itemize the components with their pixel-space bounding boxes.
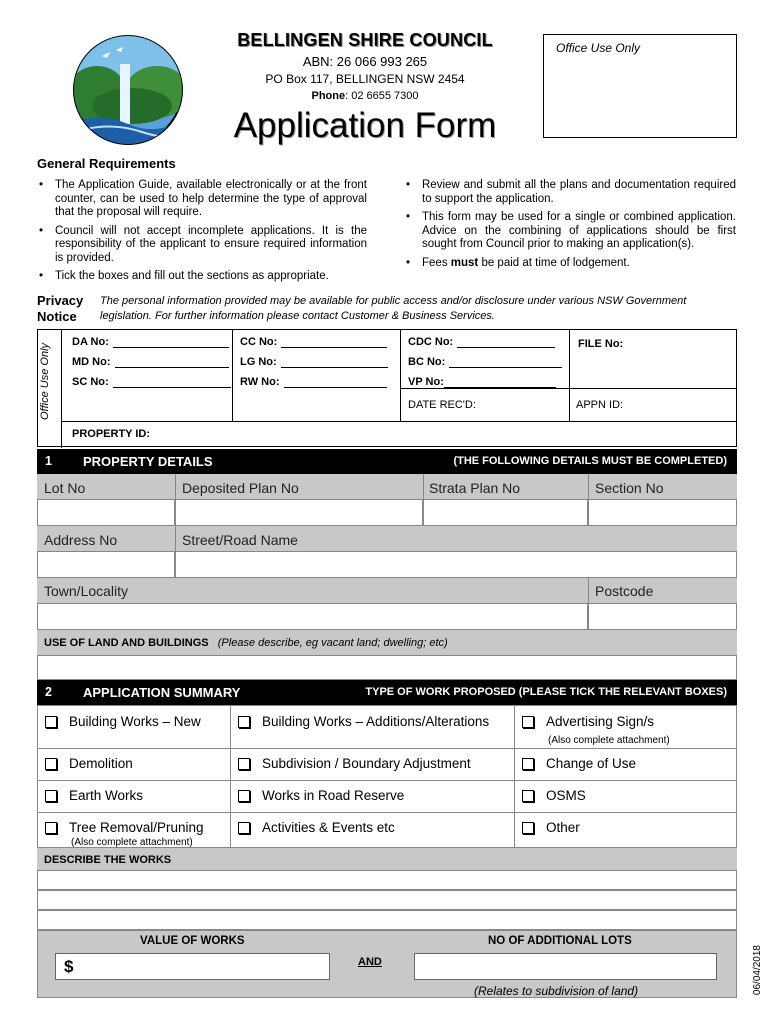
address-no-label: Address No	[44, 532, 118, 548]
checkbox-icon	[522, 758, 534, 770]
vp-no-field[interactable]	[408, 376, 556, 388]
list-item: • This form may be used for a single or combined application. Advice on the combining of applications should be first sought from Council prior to making an application(s).	[404, 211, 736, 252]
describe-line-3[interactable]	[37, 910, 737, 930]
bc-no-field[interactable]	[408, 356, 562, 368]
lg-no-label: LG No:	[240, 356, 277, 368]
tree-attachment-note: (Also complete attachment)	[71, 837, 193, 848]
list-item: • Council will not accept incomplete applications. It is the responsibility of the applicant to ensure required information is provided.	[37, 225, 367, 266]
council-name: BELLINGEN SHIRE COUNCIL	[237, 30, 493, 50]
office-use-grid	[37, 329, 737, 447]
checkbox-icon	[522, 790, 534, 802]
building-works-new-label: Building Works – New	[69, 714, 201, 729]
sc-no-field[interactable]	[72, 376, 231, 388]
value-of-works-label: VALUE OF WORKS	[140, 935, 245, 947]
section-2-number: 2	[45, 685, 52, 699]
use-of-land-label	[44, 637, 448, 649]
describe-works-label: DESCRIBE THE WORKS	[44, 854, 172, 866]
lots-note: (Relates to subdivision of land)	[474, 984, 639, 998]
section-1-title: PROPERTY DETAILS	[83, 454, 213, 469]
property-id-field[interactable]	[72, 428, 150, 440]
deposited-plan-input[interactable]	[175, 499, 423, 526]
checkbox-icon	[45, 716, 57, 728]
cc-no-field[interactable]	[240, 336, 387, 348]
file-no-field[interactable]	[578, 338, 623, 350]
page-title: Application Form	[233, 106, 497, 145]
sc-no-label: SC No:	[72, 376, 109, 388]
other-label: Other	[546, 820, 580, 835]
section-2-note: TYPE OF WORK PROPOSED (PLEASE TICK THE RELEVANT BOXES)	[365, 686, 727, 698]
lot-no-label: Lot No	[44, 480, 86, 496]
property-id-label: PROPERTY ID:	[72, 428, 151, 440]
subdivision-checkbox[interactable]	[238, 756, 471, 771]
da-no-label: DA No:	[72, 336, 109, 348]
demolition-checkbox[interactable]	[45, 756, 133, 771]
section-no-label: Section No	[595, 480, 664, 496]
road-reserve-label: Works in Road Reserve	[262, 788, 405, 803]
strata-plan-input[interactable]	[423, 499, 588, 526]
dp-label: Deposited Plan No	[182, 480, 299, 496]
section-1-header	[37, 449, 737, 474]
road-reserve-checkbox[interactable]	[238, 788, 404, 803]
cdc-no-field[interactable]	[408, 336, 555, 348]
value-of-works-input[interactable]	[55, 953, 330, 980]
and-label: AND	[358, 956, 382, 968]
use-of-land-hint: (Please describe, eg vacant land; dwelling; etc)	[217, 637, 448, 649]
list-item: • Tick the boxes and fill out the sections as appropriate.	[37, 270, 367, 284]
street-label: Street/Road Name	[182, 532, 298, 548]
town-label: Town/Locality	[44, 583, 129, 599]
md-no-field[interactable]	[72, 356, 229, 368]
lg-no-field[interactable]	[240, 356, 388, 368]
phone-label: Phone	[311, 90, 346, 102]
subdivision-label: Subdivision / Boundary Adjustment	[262, 756, 471, 771]
requirements-left	[37, 179, 367, 289]
privacy-label	[37, 293, 83, 325]
advertising-signs-label: Advertising Sign/s	[546, 714, 655, 729]
tree-removal-label: Tree Removal/Pruning	[69, 820, 204, 835]
address-header-bar	[37, 526, 737, 551]
section-no-input[interactable]	[588, 499, 737, 526]
general-requirements-heading: General Requirements	[37, 156, 176, 171]
tree-removal-checkbox[interactable]	[45, 820, 204, 835]
cdc-no-label: CDC No:	[408, 336, 454, 348]
cc-no-label: CC No:	[240, 336, 278, 348]
checkbox-icon	[522, 716, 534, 728]
file-no-label: FILE No:	[578, 338, 624, 350]
office-use-box	[543, 34, 737, 138]
describe-line-2[interactable]	[37, 890, 737, 910]
vp-no-label: VP No:	[408, 376, 444, 388]
rw-no-field[interactable]	[240, 376, 387, 388]
office-use-vertical-label: Office Use Only	[39, 342, 51, 420]
town-input[interactable]	[37, 603, 588, 630]
po-box: PO Box 117, BELLINGEN NSW 2454	[265, 72, 465, 86]
checkbox-icon	[238, 716, 250, 728]
advertising-attachment-note: (Also complete attachment)	[548, 735, 670, 746]
demolition-label: Demolition	[69, 756, 133, 771]
privacy-label-1: Privacy	[37, 293, 84, 308]
postcode-input[interactable]	[588, 603, 737, 630]
phone	[200, 90, 530, 102]
building-works-additions-label: Building Works – Additions/Alterations	[262, 714, 490, 729]
section-2-title: APPLICATION SUMMARY	[83, 685, 241, 700]
checkbox-icon	[45, 758, 57, 770]
change-of-use-checkbox[interactable]	[522, 756, 636, 771]
checkbox-icon	[238, 790, 250, 802]
list-item: • Fees must be paid at time of lodgement.	[404, 257, 736, 271]
dollar-sign: $	[64, 957, 74, 976]
describe-line-1[interactable]	[37, 870, 737, 890]
additional-lots-input[interactable]	[414, 953, 717, 980]
list-item: • Review and submit all the plans and documentation required to support the application.	[404, 179, 736, 206]
osms-checkbox[interactable]	[522, 788, 586, 803]
da-no-field[interactable]	[72, 336, 229, 348]
lot-no-input[interactable]	[37, 499, 175, 526]
checkbox-icon	[45, 822, 57, 834]
checkbox-icon	[238, 758, 250, 770]
office-use-label: Office Use Only	[556, 41, 641, 55]
use-of-land-text: USE OF LAND AND BUILDINGS	[44, 637, 209, 649]
rw-no-label: RW No:	[240, 376, 280, 388]
earth-works-checkbox[interactable]	[45, 788, 143, 803]
appn-id-label: APPN ID:	[576, 399, 624, 411]
list-item: • The Application Guide, available electronically or at the front counter, can be used to help determine the type of approval that the proposal will require.	[37, 179, 367, 220]
abn: ABN: 26 066 993 265	[302, 54, 428, 69]
bc-no-label: BC No:	[408, 356, 446, 368]
phone-value: : 02 6655 7300	[345, 90, 419, 102]
checkbox-icon	[45, 790, 57, 802]
earth-works-label: Earth Works	[69, 788, 144, 803]
section-1-note: (THE FOLLOWING DETAILS MUST BE COMPLETED)	[453, 455, 727, 467]
change-of-use-label: Change of Use	[546, 756, 637, 771]
building-works-additions-checkbox[interactable]	[238, 714, 489, 729]
checkbox-icon	[238, 822, 250, 834]
md-no-label: MD No:	[72, 356, 111, 368]
privacy-label-2: Notice	[37, 309, 77, 324]
strata-label: Strata Plan No	[429, 480, 521, 496]
checkbox-icon	[522, 822, 534, 834]
street-input[interactable]	[175, 551, 737, 578]
osms-label: OSMS	[546, 788, 586, 803]
activities-events-checkbox[interactable]	[238, 820, 395, 835]
advertising-signs-checkbox[interactable]	[522, 714, 654, 729]
building-works-new-checkbox[interactable]	[45, 714, 201, 729]
use-of-land-input[interactable]	[37, 655, 737, 680]
additional-lots-label: NO OF ADDITIONAL LOTS	[488, 935, 632, 947]
requirements-right	[404, 179, 736, 275]
address-no-input[interactable]	[37, 551, 175, 578]
privacy-text: The personal information provided may be available for public access and/or disclosure under various NSW Government legislation. For further information please contact Customer & Business Services.	[100, 295, 687, 322]
date-recd-label: DATE REC'D:	[408, 399, 476, 411]
council-logo	[72, 34, 184, 146]
activities-events-label: Activities & Events etc	[262, 820, 395, 835]
section-1-number: 1	[45, 454, 52, 468]
section-2-header	[37, 680, 737, 705]
form-date: 06/04/2018	[752, 945, 763, 996]
postcode-label: Postcode	[595, 583, 654, 599]
other-checkbox[interactable]	[522, 820, 580, 835]
